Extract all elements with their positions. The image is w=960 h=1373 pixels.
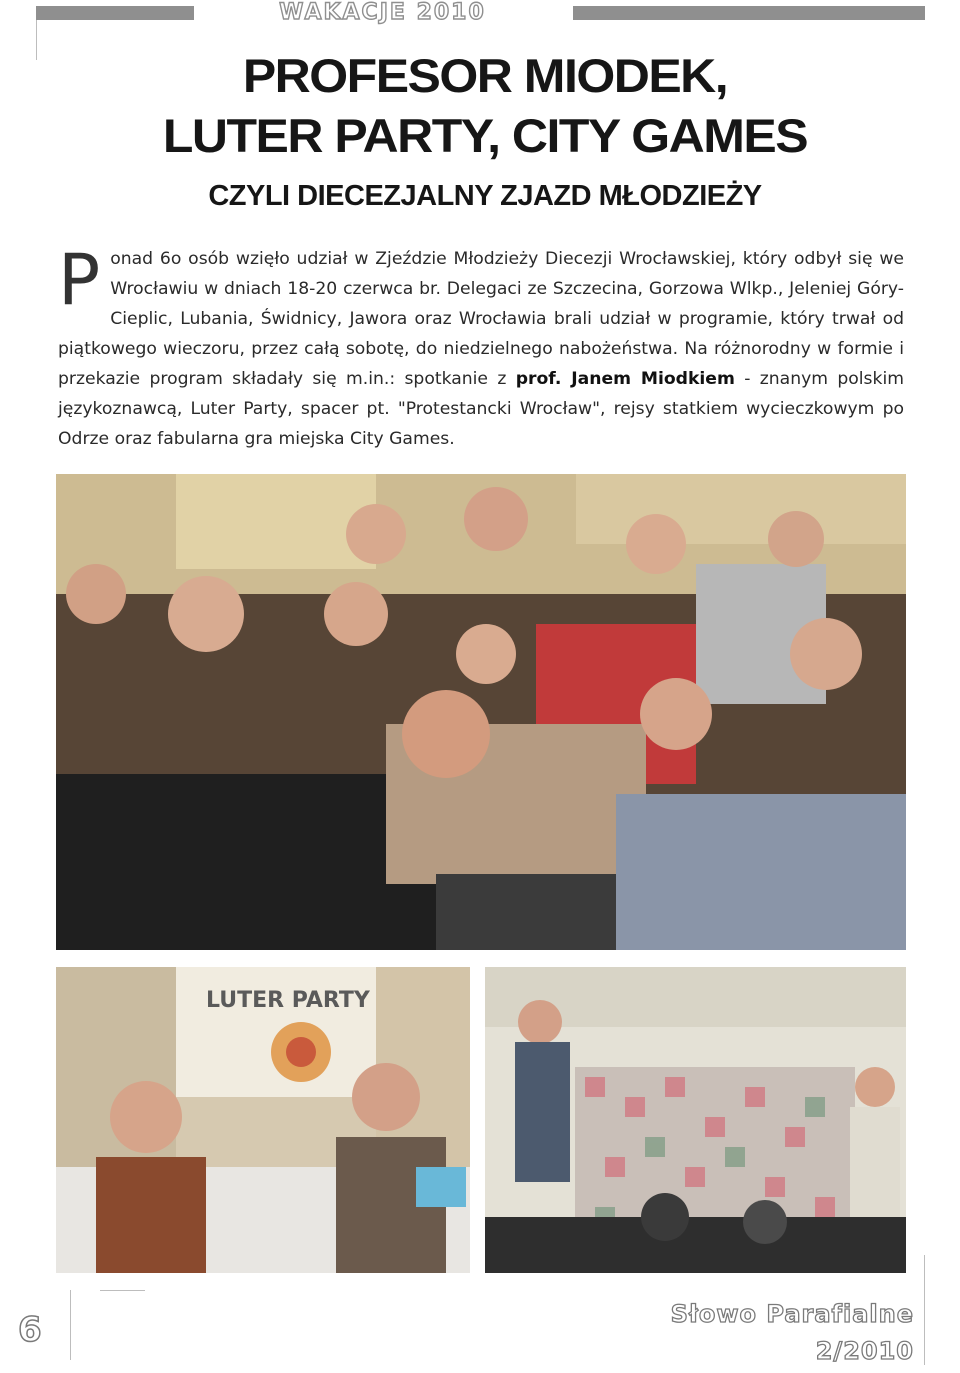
frame-line: [70, 1290, 71, 1360]
drop-cap: P: [58, 239, 101, 321]
magazine-issue: 2/2010: [815, 1337, 914, 1365]
article-body: [58, 239, 904, 454]
article-title-line-2: LUTER PARTY, CITY GAMES: [162, 109, 808, 163]
article-title-line-1: PROFESOR MIODEK,: [242, 49, 728, 103]
frame-line: [100, 1290, 145, 1291]
magazine-name: Słowo Parafialne: [670, 1300, 914, 1328]
quilt-photo: [485, 967, 906, 1273]
frame-line: [36, 20, 37, 60]
header-bar-left: [36, 6, 194, 20]
luter-party-photo: [56, 967, 470, 1273]
frame-line: [924, 1255, 925, 1365]
header-bar-right: [573, 6, 925, 20]
section-header: WAKACJE 2010: [279, 0, 486, 25]
article-text-bold: prof. Janem Miodkiem: [515, 369, 735, 389]
group-photo: [56, 474, 906, 950]
article-text-part-2: - znanym polskim językoznawcą, Luter Party, spacer pt. "Protestancki Wrocław", rejsy statkiem wycieczkowym po Odrze oraz fabularna gra miejska City Games.: [58, 369, 904, 449]
article-subtitle: CZYLI DIECEZJALNY ZJAZD MŁODZIEŻY: [208, 180, 762, 212]
page-number: 6: [18, 1310, 42, 1350]
article-text-part-1: onad 6o osób wzięło udział w Zjeździe Młodzieży Diecezji Wrocławskiej, który odbył się we Wrocławiu w dniach 18-20 czerwca br. Delegaci ze Szczecina, Gorzowa Wlkp., Jeleniej Góry-Cieplic, Lubania, Świdnicy, Jawora oraz Wrocławia brali udział w programie, który trwał od piątkowego wieczoru, przez całą sobotę, do niedzielnego nabożeństwa. Na różnorodny w formie i przekazie program składały się m.in.: spotkanie z: [58, 249, 904, 389]
poster-text: LUTER PARTY: [206, 988, 370, 1013]
